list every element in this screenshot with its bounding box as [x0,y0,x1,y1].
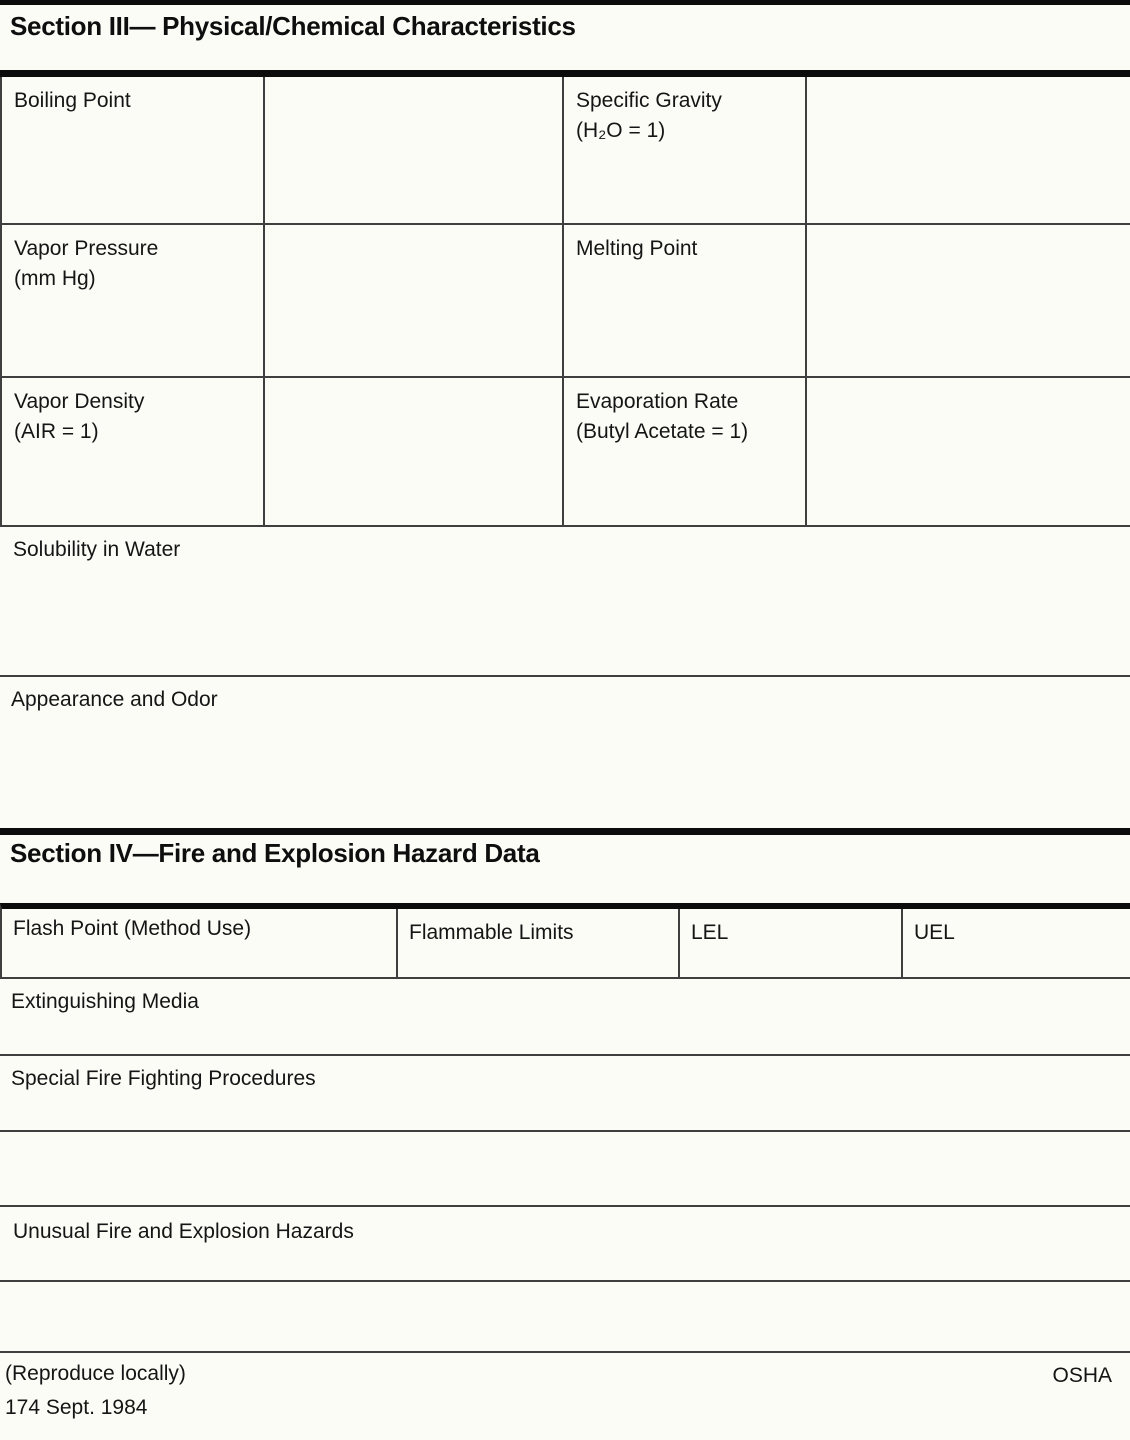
evaporation-rate-label: Evaporation Rate [576,390,739,413]
special-fire-fighting-input-line2[interactable] [0,1132,1130,1205]
unusual-hazards-field [0,1207,1130,1282]
specific-gravity-label-cell [564,77,807,223]
flammable-limits-label: Flammable Limits [409,921,574,944]
unusual-hazards-input-line1[interactable] [0,1249,1130,1280]
lel-label: LEL [691,921,729,944]
specific-gravity-value-cell [807,77,1130,223]
flash-point-cell [2,909,398,977]
extinguishing-media-field [0,979,1130,1056]
evaporation-rate-value-cell [807,378,1130,525]
section-iii-title: Section III— Physical/Chemical Characteristics [10,11,576,41]
appearance-and-odor-field [0,677,1130,828]
physical-characteristics-grid [0,77,1130,527]
special-fire-fighting-continuation [0,1132,1130,1207]
grid-row-vapor-pressure-melting [2,225,1130,378]
unusual-hazards-label: Unusual Fire and Explosion Hazards [13,1220,354,1243]
special-fire-fighting-label: Special Fire Fighting Procedures [11,1067,316,1090]
vapor-density-label-cell [2,378,265,525]
uel-input[interactable] [903,947,1130,977]
vapor-pressure-label-line2: (mm Hg) [14,267,96,290]
flash-point-input[interactable] [2,943,396,977]
evaporation-rate-label-line2: (Butyl Acetate = 1) [576,420,749,443]
extinguishing-media-label: Extinguishing Media [11,990,199,1013]
solubility-in-water-field [0,527,1130,677]
special-fire-fighting-input-line1[interactable] [0,1094,1130,1130]
boiling-point-label-cell [2,77,265,223]
melting-point-label: Melting Point [576,237,698,260]
vapor-density-value-cell [265,378,564,525]
solubility-in-water-input[interactable] [0,567,1130,675]
lel-input[interactable] [680,947,901,977]
flammable-limits-cell [398,909,680,977]
section-iv-title: Section IV—Fire and Explosion Hazard Data [10,838,540,868]
melting-point-input[interactable] [807,225,1130,376]
section-iii-heading-rule [0,70,1130,77]
vapor-pressure-label: Vapor Pressure [14,237,159,260]
uel-label: UEL [914,921,955,944]
section-iv-heading-rule [0,828,1130,835]
footer-form-number-date: 174 Sept. 1984 [5,1396,148,1419]
lel-cell [680,909,903,977]
unusual-hazards-input-line2[interactable] [0,1282,1130,1351]
flammable-limits-input[interactable] [398,947,678,977]
extinguishing-media-input[interactable] [0,1017,1130,1054]
melting-point-value-cell [807,225,1130,376]
vapor-density-label: Vapor Density [14,390,145,413]
special-fire-fighting-field [0,1056,1130,1132]
footer-reproduce-locally: (Reproduce locally) [5,1362,186,1385]
solubility-in-water-label: Solubility in Water [13,538,181,561]
melting-point-label-cell [564,225,807,376]
boiling-point-value-cell [265,77,564,223]
appearance-and-odor-label: Appearance and Odor [11,688,218,711]
footer-osha: OSHA [1052,1364,1112,1387]
vapor-pressure-input[interactable] [265,225,562,376]
vapor-pressure-label-cell [2,225,265,376]
specific-gravity-label: Specific Gravity [576,89,722,112]
boiling-point-label: Boiling Point [14,89,131,112]
appearance-and-odor-input[interactable] [0,717,1130,828]
grid-row-vapor-density-evaporation [2,378,1130,527]
specific-gravity-label-line2: (H₂O = 1) [576,119,666,142]
vapor-density-input[interactable] [265,378,562,525]
vapor-density-label-line2: (AIR = 1) [14,420,99,443]
uel-cell [903,909,1130,977]
top-border-rule [0,0,1130,5]
unusual-hazards-continuation [0,1282,1130,1353]
vapor-pressure-value-cell [265,225,564,376]
evaporation-rate-input[interactable] [807,378,1130,525]
specific-gravity-input[interactable] [807,77,1130,223]
fire-hazard-table [0,903,1130,979]
boiling-point-input[interactable] [265,77,562,223]
evaporation-rate-label-cell [564,378,807,525]
grid-row-boiling-specific [2,77,1130,225]
flash-point-label: Flash Point (Method Use) [13,917,252,940]
